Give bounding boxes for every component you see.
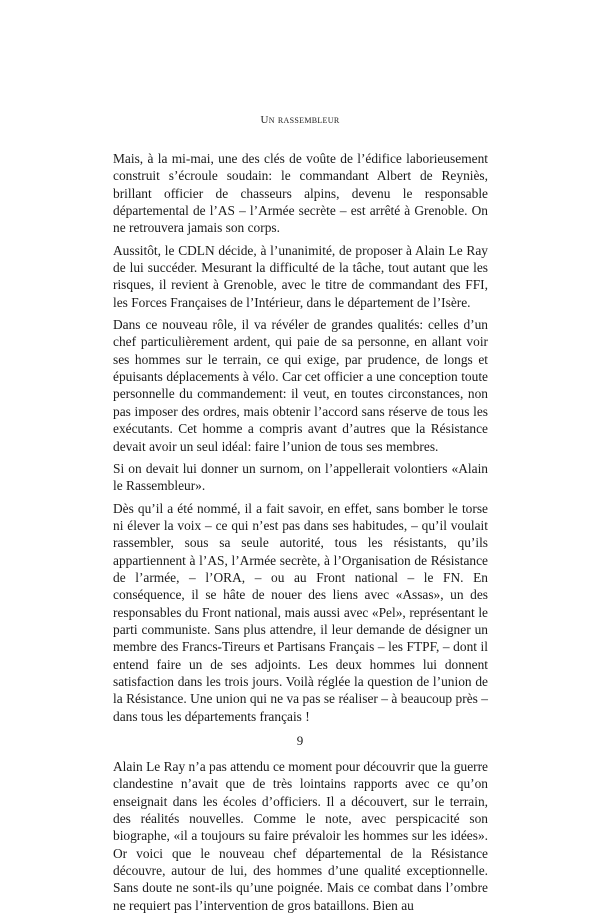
paragraph: Aussitôt, le CDLN décide, à l’unanimité, de proposer à Alain Le Ray de lui succéder. Mesurant la difficulté de la tâche, tout autant que les risques, il revient à Grenoble, avec le titre de commandant des FFI, les Forces Françaises de l’Intérieur, dans le département de l’Isère. [113,242,488,310]
paragraph: Si on devait lui donner un surnom, on l’appellerait volontiers «Alain le Rassembleur». [113,460,488,494]
paragraph: Dans ce nouveau rôle, il va révéler de grandes qualités: celles d’un chef particulièrement ardent, qui paie de sa personne, en allant voir ses hommes sur le terrain, ce qui exige, par prudence, de longs et épuisants déplacements à vélo. Car cet officier a une conception toute personnelle du commandement: il veut, en toutes circonstances, non pas imposer des ordres, mais obtenir l’accord sans réserve de tous les exécutants. Cet homme a compris avant d’autres que la Résistance devait avoir un seul idéal: faire l’union de tous ses membres. [113,317,488,454]
paragraph: Mais, à la mi-mai, une des clés de voûte de l’édifice laborieusement construit s’écroule soudain: le commandant Albert de Reyniès, brillant officier de chasseurs alpins, devenu le responsable départemental de l’AS – l’Armée secrète – est arrêté à Grenoble. On ne retrouvera jamais son corps. [113,151,488,236]
page-number: 9 [296,733,304,748]
body-text [113,150,488,919]
paragraph: Alain Le Ray n’a pas attendu ce moment pour découvrir que la guerre clandestine n’avait que de très lointains rapports avec ce qu’on enseignait dans les écoles d’officiers. Il a découvert, sur le terrain, des réalités nouvelles. Comme le note, avec perspicacité son biographe, «il a toujours su faire prévaloir les hommes sur les idées». Or voici que le nouveau chef départemental de la Résistance découvre, autour de lui, des hommes d’une qualité exceptionnelle. Sans doute ne sont-ils qu’une poignée. Mais ce combat dans l’ombre ne requiert pas l’intervention de gros bataillons. Bien au [113,759,488,913]
paragraph: Dès qu’il a été nommé, il a fait savoir, en effet, sans bomber le torse ni élever la voix – ce qui n’est pas dans ses habitudes, – qu’il voulait rassembler, sous sa seule autorité, tous les résistants, qu’ils appartiennent à l’AS, l’Armée secrète, à l’Organisation de Résistance de l’armée, – l’ORA, – ou au Front national – le FN. En conséquence, il se hâte de nouer des liens avec «Assas», un des responsables du Front national, mais aussi avec «Pel», représentant le parti communiste. Sans plus attendre, il leur demande de désigner un membre des Francs-Tireurs et Partisans Français – les FTPF, – dont il entend faire un de ses adjoints. Les deux hommes lui donnent satisfaction dans les trois jours. Voilà réglée la question de l’union de la Résistance. Une union qui ne va pas se réaliser – à beaucoup près – dans tous les départements français ! [113,500,488,724]
running-header: Un rassembleur [260,114,340,126]
